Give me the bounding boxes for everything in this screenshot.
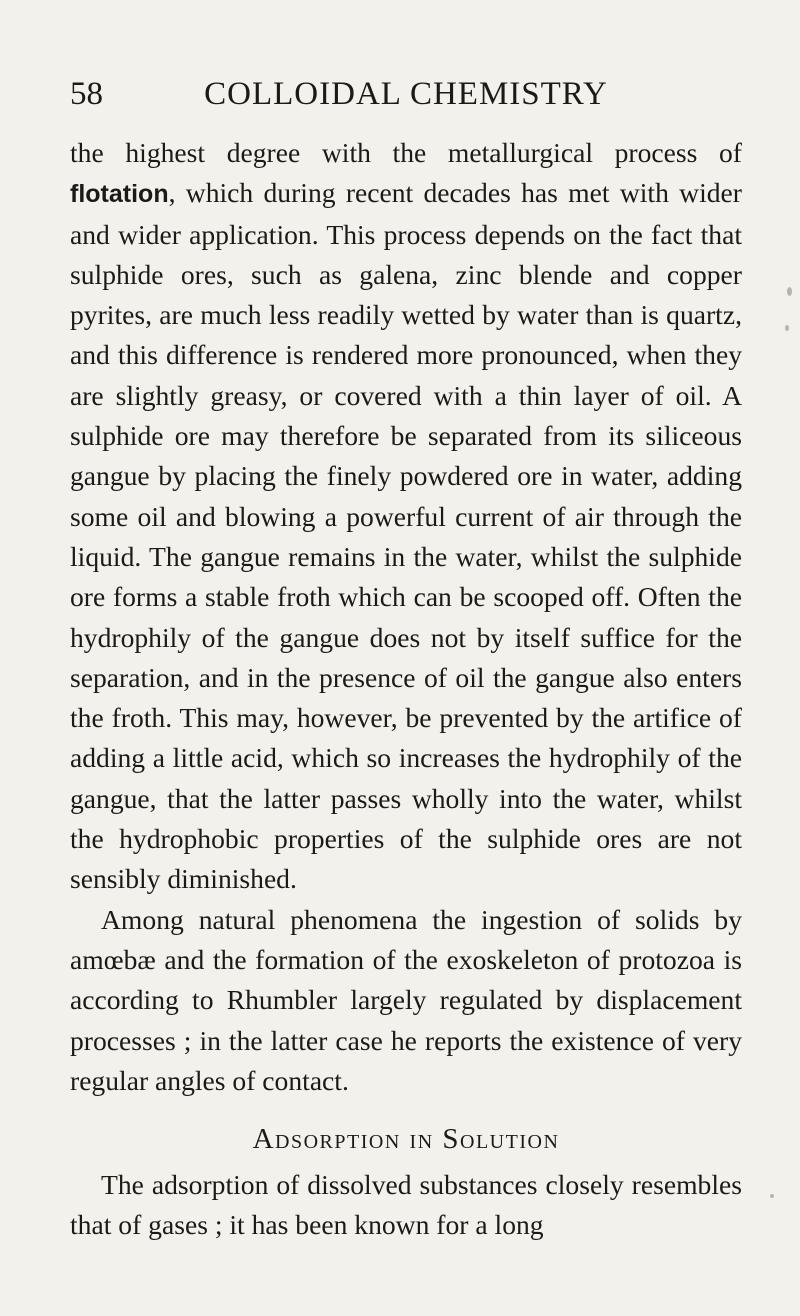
body-text <box>70 133 742 1246</box>
page-number: 58 <box>70 76 103 112</box>
paper-speck <box>787 287 792 296</box>
book-page <box>70 72 742 1246</box>
paragraph-adsorption: The adsorption of dissolved substances closely resembles that of gases ; it has been known for a long <box>70 1169 742 1241</box>
paper-speck <box>770 1194 774 1198</box>
paragraph-natural-phenomena: Among natural phenomena the ingestion of solids by amœbæ and the formation of the exoskeleton of protozoa is according to Rhumbler largely regulated by displacement processes ; in the latter case he reports the existence of very regular angles of contact. <box>70 903 742 1096</box>
section-heading: Adsorption in Solution <box>252 1123 560 1156</box>
running-title: COLLOIDAL CHEMISTRY <box>204 76 608 112</box>
paragraph-flotation <box>70 133 742 900</box>
page-header <box>70 72 742 116</box>
paragraph-1-rest: , which during recent decades has met with wider and wider application. This process depends on the fact that sulphide ores, such as galena, zinc blende and copper pyrites, are much less readily wetted by water than is quartz, and this difference is rendered more pronounced, when they are slightly greasy, or covered with a thin layer of oil. A sulphide ore may therefore be separated from its siliceous gangue by placing the finely powdered ore in water, adding some oil and blowing a powerful current of air through the liquid. The gangue remains in the water, whilst the sulphide ore forms a stable froth which can be scooped off. Often the hydrophily of the gangue does not by itself suffice for the separation, and in the presence of oil the gangue also enters the froth. This may, however, be prevented by the artifice of adding a little acid, which so increases the hydrophily of the gangue, that the latter passes wholly into the water, whilst the hydrophobic properties of the sulphide ores are not sensibly diminished. <box>70 177 742 895</box>
flotation-term: flotation <box>70 180 169 209</box>
paper-speck <box>785 325 789 331</box>
paragraph-1-start: the highest degree with the metallurgical process of <box>70 137 742 168</box>
